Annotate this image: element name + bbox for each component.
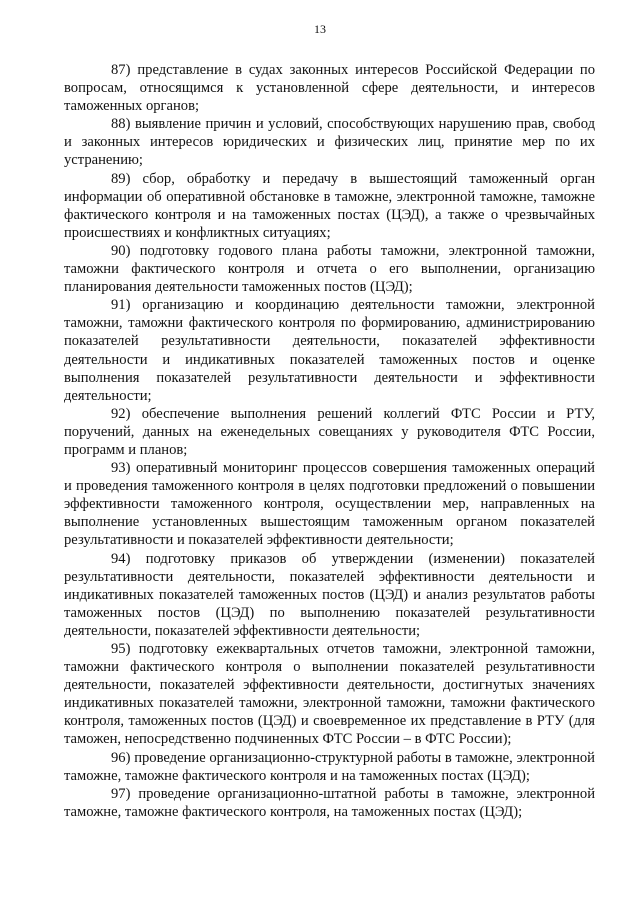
item-number: 91): [111, 297, 131, 314]
item-text: представление в судах законных интересов Российской Федерации по вопросам, относящимся к установленной сфере деятельности, и интересов таможенных органов;: [64, 62, 595, 115]
list-item: [64, 242, 595, 296]
list-item: [64, 170, 595, 242]
list-item: [64, 785, 595, 821]
list-item: [64, 61, 595, 115]
item-text: обеспечение выполнения решений коллегий ФТС России и РТУ, поручений, данных на еженедельных совещаниях у руководителя ФТС России, программ и планов;: [64, 405, 595, 458]
list-item: [64, 749, 595, 785]
list-item: [64, 296, 595, 405]
item-number: 88): [111, 116, 131, 133]
item-number: 89): [111, 170, 131, 187]
item-text: подготовку годового плана работы таможни, электронной таможни, таможни фактического контроля и отчета о его выполнении, организацию планирования деятельности таможенных постов (ЦЭД);: [64, 242, 595, 296]
document-body: [64, 61, 595, 821]
item-number: 87): [111, 62, 131, 78]
item-number: 90): [111, 242, 131, 259]
page-number: 13: [314, 22, 326, 36]
item-text: организацию и координацию деятельности таможни, электронной таможни, таможни фактического контроля по формированию, администрированию показателей результативности деятельности, показателей эффективности деятельности и индикативных показателей таможенных постов и оценке выполнения показателей результативности деятельности и эффективности деятельности;: [64, 297, 595, 404]
item-number: 92): [111, 405, 131, 422]
item-number: 96): [111, 749, 131, 766]
list-item: [64, 550, 595, 640]
item-text: проведение организационно-штатной работы в таможне, электронной таможне, таможне фактического контроля, на таможенных постах (ЦЭД);: [64, 785, 595, 820]
item-text: оперативный мониторинг процессов совершения таможенных операций и проведения таможенного контроля в целях подготовки предложений о повышении эффективности таможенного контроля, осуществлении мер, направленных на выполнение установленных вышестоящим таможенным органом показателей результативности и показателей эффективности деятельности;: [64, 460, 595, 549]
item-text: подготовку ежеквартальных отчетов таможни, электронной таможни, таможни фактического контроля о выполнении показателей результативности деятельности, показателей эффективности деятельности, достигнутых значениях индикативных показателей таможни, электронной таможни, таможни фактического контроля, таможенных постов (ЦЭД) и своевременное их представление в РТУ (для таможен, непосредственно подчиненных ФТС России – в ФТС России);: [64, 641, 595, 748]
item-number: 93): [111, 460, 131, 477]
list-item: [64, 640, 595, 749]
list-item: [64, 115, 595, 169]
list-item: [64, 459, 595, 549]
item-number: 94): [111, 550, 131, 567]
item-number: 97): [111, 785, 131, 802]
item-number: 95): [111, 641, 131, 657]
item-text: сбор, обработку и передачу в вышестоящий таможенный орган информации об оперативной обстановке в таможне, электронной таможне, таможне фактического контроля и на таможенных постах (ЦЭД), а также о чрезвычайных происшествиях и конфликтных ситуациях;: [64, 170, 596, 241]
item-text: проведение организационно-структурной работы в таможне, электронной таможне, таможне фактического контроля и на таможенных постах (ЦЭД);: [64, 749, 595, 784]
item-text: подготовку приказов об утверждении (изменении) показателей результативности деятельности, показателей эффективности деятельности и индикативных показателей таможенных постов (ЦЭД) и анализ результатов работы таможенных постов (ЦЭД) по выполнению показателей результативности деятельности, показателей эффективности деятельности;: [64, 550, 595, 639]
list-item: [64, 405, 595, 459]
item-text: выявление причин и условий, способствующих нарушению прав, свобод и законных интересов юридических и физических лиц, принятие мер по их устранению;: [64, 116, 595, 169]
